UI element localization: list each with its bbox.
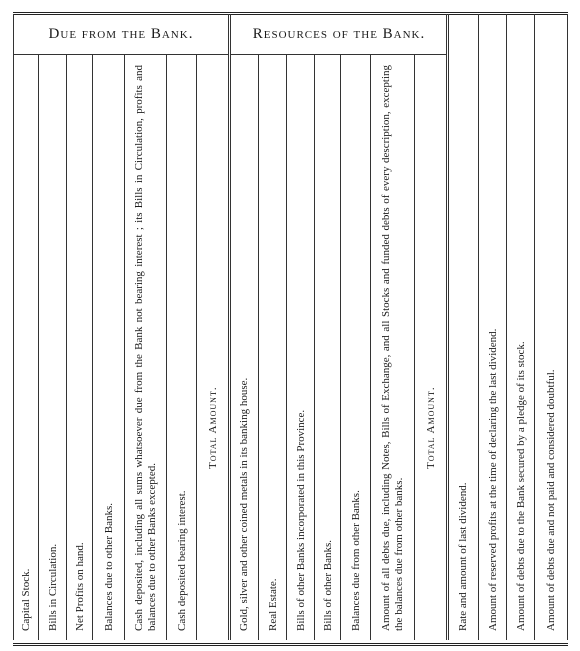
column-label: Cash deposited, including all sums whatsoever due from the Bank not bearing interest ; its Bills in Circulation, profits and balances due to other Banks excepted. — [132, 65, 158, 631]
column-reserved-profits — [479, 15, 506, 639]
column-resources-total-amount — [415, 55, 446, 639]
column-label: Bills of other Banks incorporated in this Province. — [294, 409, 307, 631]
column-label: Amount of all debts due, including Notes, Bills of Exchange, and all Stocks and funded debts of every description, excepting the balances due from other banks. — [379, 65, 405, 631]
column-label: Capital Stock. — [20, 568, 32, 631]
column-label: Gold, silver and other coined metals in its banking house. — [238, 377, 250, 631]
due-from-bank-header: Due from the Bank. — [14, 14, 228, 55]
column-label: Bills of other Banks. — [321, 539, 334, 631]
column-last-dividend — [448, 15, 478, 639]
column-label: Total Amount. — [424, 386, 437, 469]
column-gold-silver — [230, 55, 258, 639]
column-due-total-amount — [197, 55, 228, 639]
column-bills-other-banks — [315, 55, 340, 639]
column-net-profits — [67, 55, 92, 639]
column-label: Rate and amount of last dividend. — [457, 482, 469, 631]
column-real-estate — [259, 55, 286, 639]
column-label: Amount of debts due to the Bank secured by a pledge of its stock. — [514, 341, 527, 631]
group-divider — [446, 14, 447, 640]
column-debts-secured-by-stock — [507, 15, 534, 639]
column-label: Balances due to other Banks. — [102, 503, 115, 631]
rule-right — [567, 14, 568, 640]
column-label: Amount of reserved profits at the time of declaring the last dividend. — [486, 328, 499, 631]
column-label: Net Profits on hand. — [73, 542, 86, 631]
column-label: Bills in Circulation. — [46, 543, 59, 631]
column-bills-in-circulation — [39, 55, 66, 639]
group-divider — [228, 14, 229, 640]
column-label: Real Estate. — [266, 578, 279, 631]
column-label: Cash deposited bearing interest. — [175, 490, 188, 631]
column-cash-deposited-interest — [167, 55, 196, 639]
column-bills-province-banks — [287, 55, 314, 639]
column-doubtful-debts — [535, 15, 567, 639]
column-label: Balances due from other Banks. — [349, 490, 362, 631]
column-balances-due-from-banks — [341, 55, 370, 639]
column-all-debts-due — [371, 55, 414, 639]
column-cash-deposited — [125, 55, 166, 639]
resources-of-bank-header: Resources of the Bank. — [231, 14, 447, 55]
column-capital-stock — [14, 55, 38, 639]
column-balances-due-to-banks — [93, 55, 124, 639]
column-label: Amount of debts due and not paid and considered doubtful. — [545, 369, 557, 631]
column-label: Total Amount. — [206, 386, 219, 469]
